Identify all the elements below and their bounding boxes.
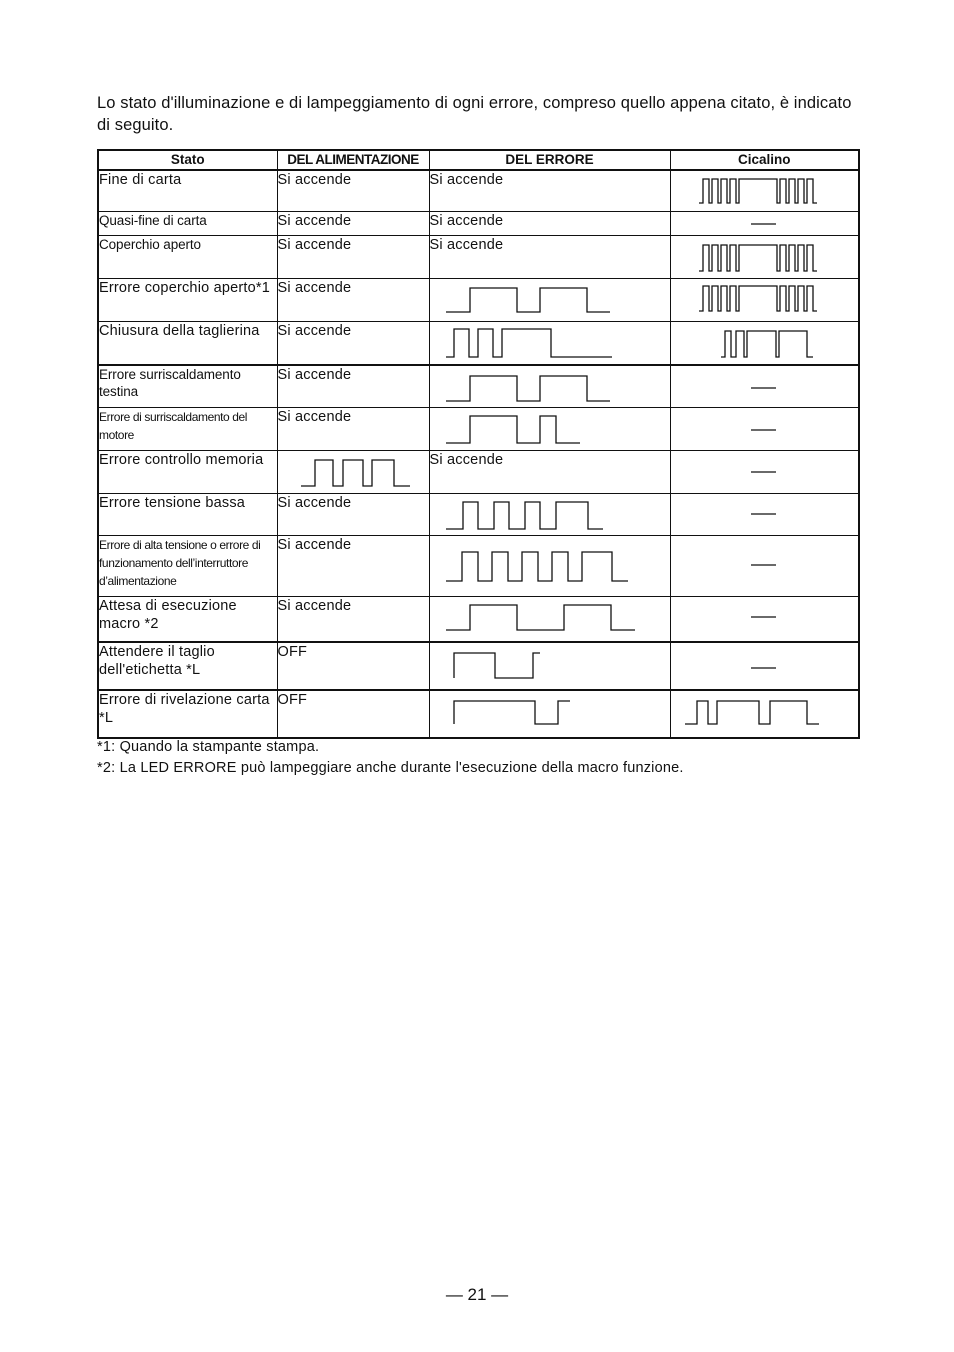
led-blink-waveform-icon <box>430 643 670 689</box>
cell-alimentazione: Si accende <box>277 597 429 643</box>
cell-alimentazione <box>277 451 429 494</box>
no-beep-dash-icon <box>671 494 859 535</box>
cell-stato: Coperchio aperto <box>98 236 277 279</box>
table-row <box>98 597 859 643</box>
no-beep-dash-icon <box>671 536 859 596</box>
beep-waveform-icon <box>671 322 859 364</box>
led-blink-waveform-icon <box>430 691 670 737</box>
no-beep-dash-icon <box>671 643 859 689</box>
cell-stato: Errore coperchio aperto*1 <box>98 279 277 322</box>
cell-cicalino <box>670 642 859 690</box>
beep-waveform-icon <box>671 691 859 737</box>
cell-errore <box>429 536 670 597</box>
table-row <box>98 322 859 366</box>
cell-errore <box>429 690 670 738</box>
table-row <box>98 365 859 408</box>
beep-waveform-icon <box>671 236 859 278</box>
cell-alimentazione: Si accende <box>277 536 429 597</box>
cell-errore <box>429 279 670 322</box>
led-blink-waveform-icon <box>430 279 670 321</box>
cell-cicalino <box>670 279 859 322</box>
led-blink-waveform-icon <box>430 322 670 364</box>
led-blink-waveform-icon <box>430 494 670 535</box>
cell-stato: Errore di surriscaldamento del motore <box>98 408 277 451</box>
table-row <box>98 536 859 597</box>
cell-cicalino <box>670 408 859 451</box>
header-alimentazione: DEL ALIMENTAZIONE <box>277 150 429 170</box>
no-beep-dash-icon <box>671 597 859 641</box>
header-cicalino: Cicalino <box>670 150 859 170</box>
footnotes <box>97 737 684 779</box>
beep-waveform-icon <box>671 279 859 321</box>
cell-cicalino <box>670 690 859 738</box>
cell-cicalino <box>670 597 859 643</box>
beep-waveform-icon <box>671 171 859 211</box>
cell-alimentazione: Si accende <box>277 170 429 212</box>
cell-alimentazione: Si accende <box>277 236 429 279</box>
cell-errore: Si accende <box>429 212 670 236</box>
cell-cicalino <box>670 494 859 536</box>
cell-errore: Si accende <box>429 236 670 279</box>
table-row <box>98 690 859 738</box>
cell-stato: Errore controllo memoria <box>98 451 277 494</box>
cell-errore <box>429 642 670 690</box>
intro-paragraph: Lo stato d'illuminazione e di lampeggiamento di ogni errore, compreso quello appena citato, è indicato di seguito. <box>97 94 852 134</box>
cell-alimentazione: Si accende <box>277 365 429 408</box>
cell-stato: Errore tensione bassa <box>98 494 277 536</box>
cell-alimentazione: OFF <box>277 690 429 738</box>
cell-errore: Si accende <box>429 451 670 494</box>
cell-stato: Fine di carta <box>98 170 277 212</box>
cell-cicalino <box>670 236 859 279</box>
cell-stato: Errore di rivelazione carta *L <box>98 690 277 738</box>
cell-stato: Quasi-fine di carta <box>98 212 277 236</box>
cell-alimentazione: Si accende <box>277 212 429 236</box>
cell-cicalino <box>670 170 859 212</box>
table-header-row <box>98 150 859 170</box>
cell-cicalino <box>670 365 859 408</box>
cell-alimentazione: OFF <box>277 642 429 690</box>
no-beep-dash-icon <box>671 451 859 493</box>
table-row <box>98 451 859 494</box>
footnote: *1: Quando la stampante stampa. <box>97 739 320 755</box>
no-beep-dash-icon <box>671 366 859 407</box>
cell-errore <box>429 494 670 536</box>
cell-cicalino <box>670 536 859 597</box>
cell-stato: Attesa di esecuzione macro *2 <box>98 597 277 643</box>
table-row <box>98 408 859 451</box>
cell-cicalino <box>670 322 859 366</box>
header-stato: Stato <box>98 150 277 170</box>
table-row <box>98 642 859 690</box>
table-row <box>98 236 859 279</box>
cell-errore <box>429 597 670 643</box>
table-row <box>98 170 859 212</box>
cell-errore <box>429 322 670 366</box>
table-row <box>98 494 859 536</box>
header-errore: DEL ERRORE <box>429 150 670 170</box>
table-row <box>98 212 859 236</box>
cell-alimentazione: Si accende <box>277 279 429 322</box>
led-blink-waveform-icon <box>430 597 670 641</box>
cell-stato: Attendere il taglio dell'etichetta *L <box>98 642 277 690</box>
cell-cicalino <box>670 212 859 236</box>
cell-stato: Errore di alta tensione o errore di funzionamento dell’interruttore d’alimentazione <box>98 536 277 597</box>
cell-alimentazione: Si accende <box>277 408 429 451</box>
cell-stato: Errore surriscaldamento testina <box>98 365 277 408</box>
cell-alimentazione: Si accende <box>277 322 429 366</box>
no-beep-dash-icon <box>671 408 859 450</box>
cell-alimentazione: Si accende <box>277 494 429 536</box>
table-row <box>98 279 859 322</box>
cell-errore <box>429 408 670 451</box>
page-number: — 21 — <box>445 1285 509 1304</box>
led-status-table <box>97 149 860 739</box>
cell-stato: Chiusura della taglierina <box>98 322 277 366</box>
cell-errore <box>429 365 670 408</box>
led-blink-waveform-icon <box>430 408 670 450</box>
led-blink-waveform-icon <box>430 536 670 596</box>
cell-errore: Si accende <box>429 170 670 212</box>
no-beep-dash-icon <box>671 212 859 235</box>
footnote: *2: La LED ERRORE può lampeggiare anche durante l'esecuzione della macro funzione. <box>97 760 684 776</box>
cell-cicalino <box>670 451 859 494</box>
led-blink-waveform-icon <box>278 451 429 493</box>
led-blink-waveform-icon <box>430 366 670 407</box>
